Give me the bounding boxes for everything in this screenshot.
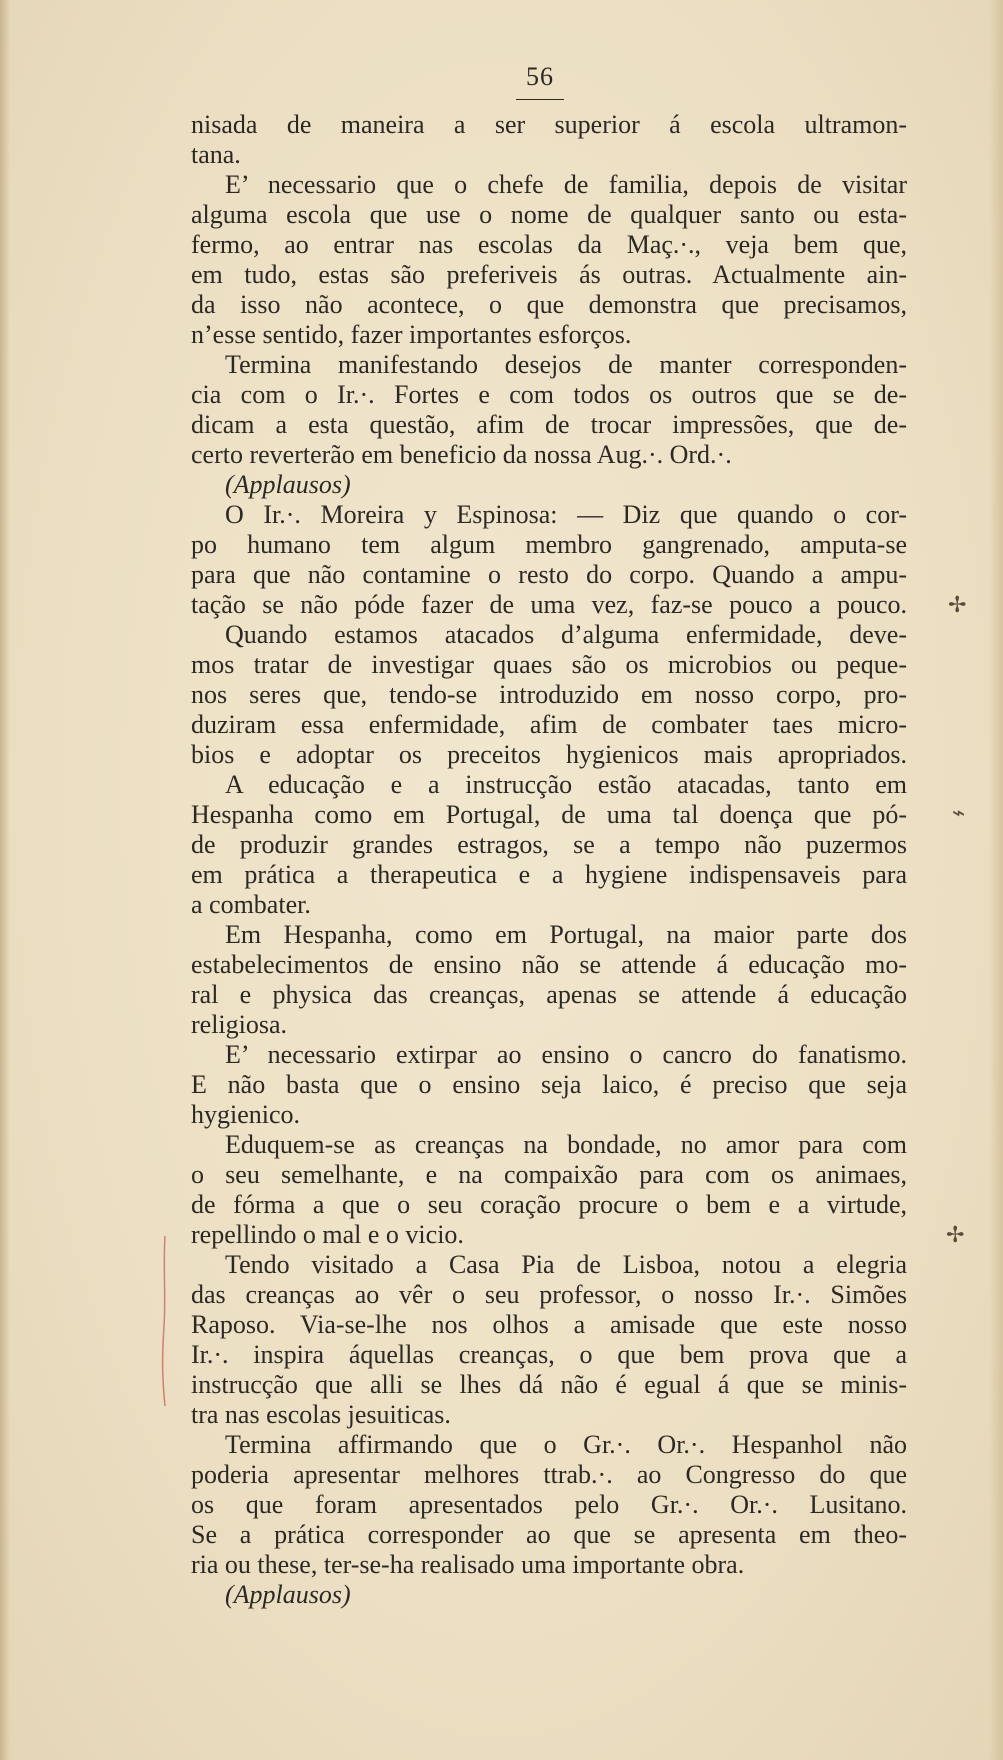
text-line: poderia apresentar melhores ttrab.·. ao Congresso do que: [191, 1460, 907, 1489]
text-line: E’ necessario extirpar ao ensino o cancro do fanatismo.: [225, 1040, 907, 1069]
text-line: Quando estamos atacados d’alguma enfermidade, deve-: [225, 620, 907, 649]
text-line: tação se não póde fazer de uma vez, faz-se pouco a pouco.: [191, 590, 907, 619]
text-line: certo reverterão em beneficio da nossa Aug.·. Ord.·.: [191, 440, 732, 469]
margin-mark-icon: ⌁: [952, 800, 966, 825]
text-line: nisada de maneira a ser superior á escola ultramon-: [191, 110, 907, 139]
text-line: cia com o Ir.·. Fortes e com todos os outros que se de-: [191, 380, 907, 409]
text-line: em tudo, estas são preferiveis ás outras. Actualmente ain-: [191, 260, 907, 289]
pencil-margin-mark: [160, 1236, 168, 1406]
text-line: ral e physica das creanças, apenas se attende á educação: [191, 980, 907, 1009]
applause-note: (Applausos): [225, 470, 351, 499]
text-line: das creanças ao vêr o seu professor, o nosso Ir.·. Simões: [191, 1280, 907, 1309]
text-line: os que foram apresentados pelo Gr.·. Or.·. Lusitano.: [191, 1490, 907, 1519]
margin-bird-icon: ✢: [946, 1222, 965, 1247]
text-line: o seu semelhante, e na compaixão para com os animaes,: [191, 1160, 907, 1189]
text-line: A educação e a instrucção estão atacadas, tanto em: [225, 770, 907, 799]
text-line: mos tratar de investigar quaes são os microbios ou peque-: [191, 650, 907, 679]
text-line: Raposo. Via-se-lhe nos olhos a amisade que este nosso: [191, 1310, 907, 1339]
text-line: bios e adoptar os preceitos hygienicos mais apropriados.: [191, 740, 907, 769]
text-line: Termina manifestando desejos de manter corresponden-: [225, 350, 907, 379]
text-line: Se a prática corresponder ao que se apresenta em theo-: [191, 1520, 907, 1549]
text-line: instrucção que alli se lhes dá não é egual á que se minis-: [191, 1370, 907, 1399]
text-line: nos seres que, tendo-se introduzido em nosso corpo, pro-: [191, 680, 907, 709]
text-line: Hespanha como em Portugal, de uma tal doença que pó-: [191, 800, 907, 829]
text-line: E não basta que o ensino seja laico, é preciso que seja: [191, 1070, 907, 1099]
text-line: Eduquem-se as creanças na bondade, no amor para com: [225, 1130, 907, 1159]
page-left-shadow: [0, 0, 10, 1760]
page-right-shadow: [989, 0, 1003, 1760]
text-line: Tendo visitado a Casa Pia de Lisboa, notou a elegria: [225, 1250, 907, 1279]
page-number-underline: [516, 99, 564, 100]
text-line: Ir.·. inspira áquellas creanças, o que bem prova que a: [191, 1340, 907, 1369]
text-line: a combater.: [191, 890, 311, 919]
text-line: alguma escola que use o nome de qualquer santo ou esta-: [191, 200, 907, 229]
text-line: dicam a esta questão, afim de trocar impressões, que de-: [191, 410, 907, 439]
text-line: religiosa.: [191, 1010, 288, 1039]
text-line: de produzir grandes estragos, se a tempo não puzermos: [191, 830, 907, 859]
text-line: hygienico.: [191, 1100, 301, 1129]
text-line: para que não contamine o resto do corpo. Quando a ampu-: [191, 560, 907, 589]
text-line: tra nas escolas jesuiticas.: [191, 1400, 451, 1429]
text-line: duziram essa enfermidade, afim de combater taes micro-: [191, 710, 907, 739]
text-line: estabelecimentos de ensino não se attende á educação mo-: [191, 950, 907, 979]
body-text: [191, 110, 907, 1610]
page-number: 56: [526, 62, 554, 91]
text-line: tana.: [191, 140, 241, 169]
text-line: em prática a therapeutica e a hygiene indispensaveis para: [191, 860, 907, 889]
applause-note: (Applausos): [225, 1580, 351, 1609]
margin-bird-icon: ✢: [948, 592, 967, 617]
text-line: O Ir.·. Moreira y Espinosa: — Diz que quando o cor-: [225, 500, 907, 529]
text-line: repellindo o mal e o vicio.: [191, 1220, 464, 1249]
text-line: da isso não acontece, o que demonstra que precisamos,: [191, 290, 907, 319]
text-line: Termina affirmando que o Gr.·. Or.·. Hespanhol não: [225, 1430, 907, 1459]
text-line: de fórma a que o seu coração procure o bem e a virtude,: [191, 1190, 907, 1219]
text-line: E’ necessario que o chefe de familia, depois de visitar: [225, 170, 907, 199]
text-line: Em Hespanha, como em Portugal, na maior parte dos: [225, 920, 907, 949]
text-line: n’esse sentido, fazer importantes esforços.: [191, 320, 632, 349]
text-line: fermo, ao entrar nas escolas da Maç.·., veja bem que,: [191, 230, 907, 259]
text-line: ria ou these, ter-se-ha realisado uma importante obra.: [191, 1550, 745, 1579]
text-line: po humano tem algum membro gangrenado, amputa-se: [191, 530, 907, 559]
